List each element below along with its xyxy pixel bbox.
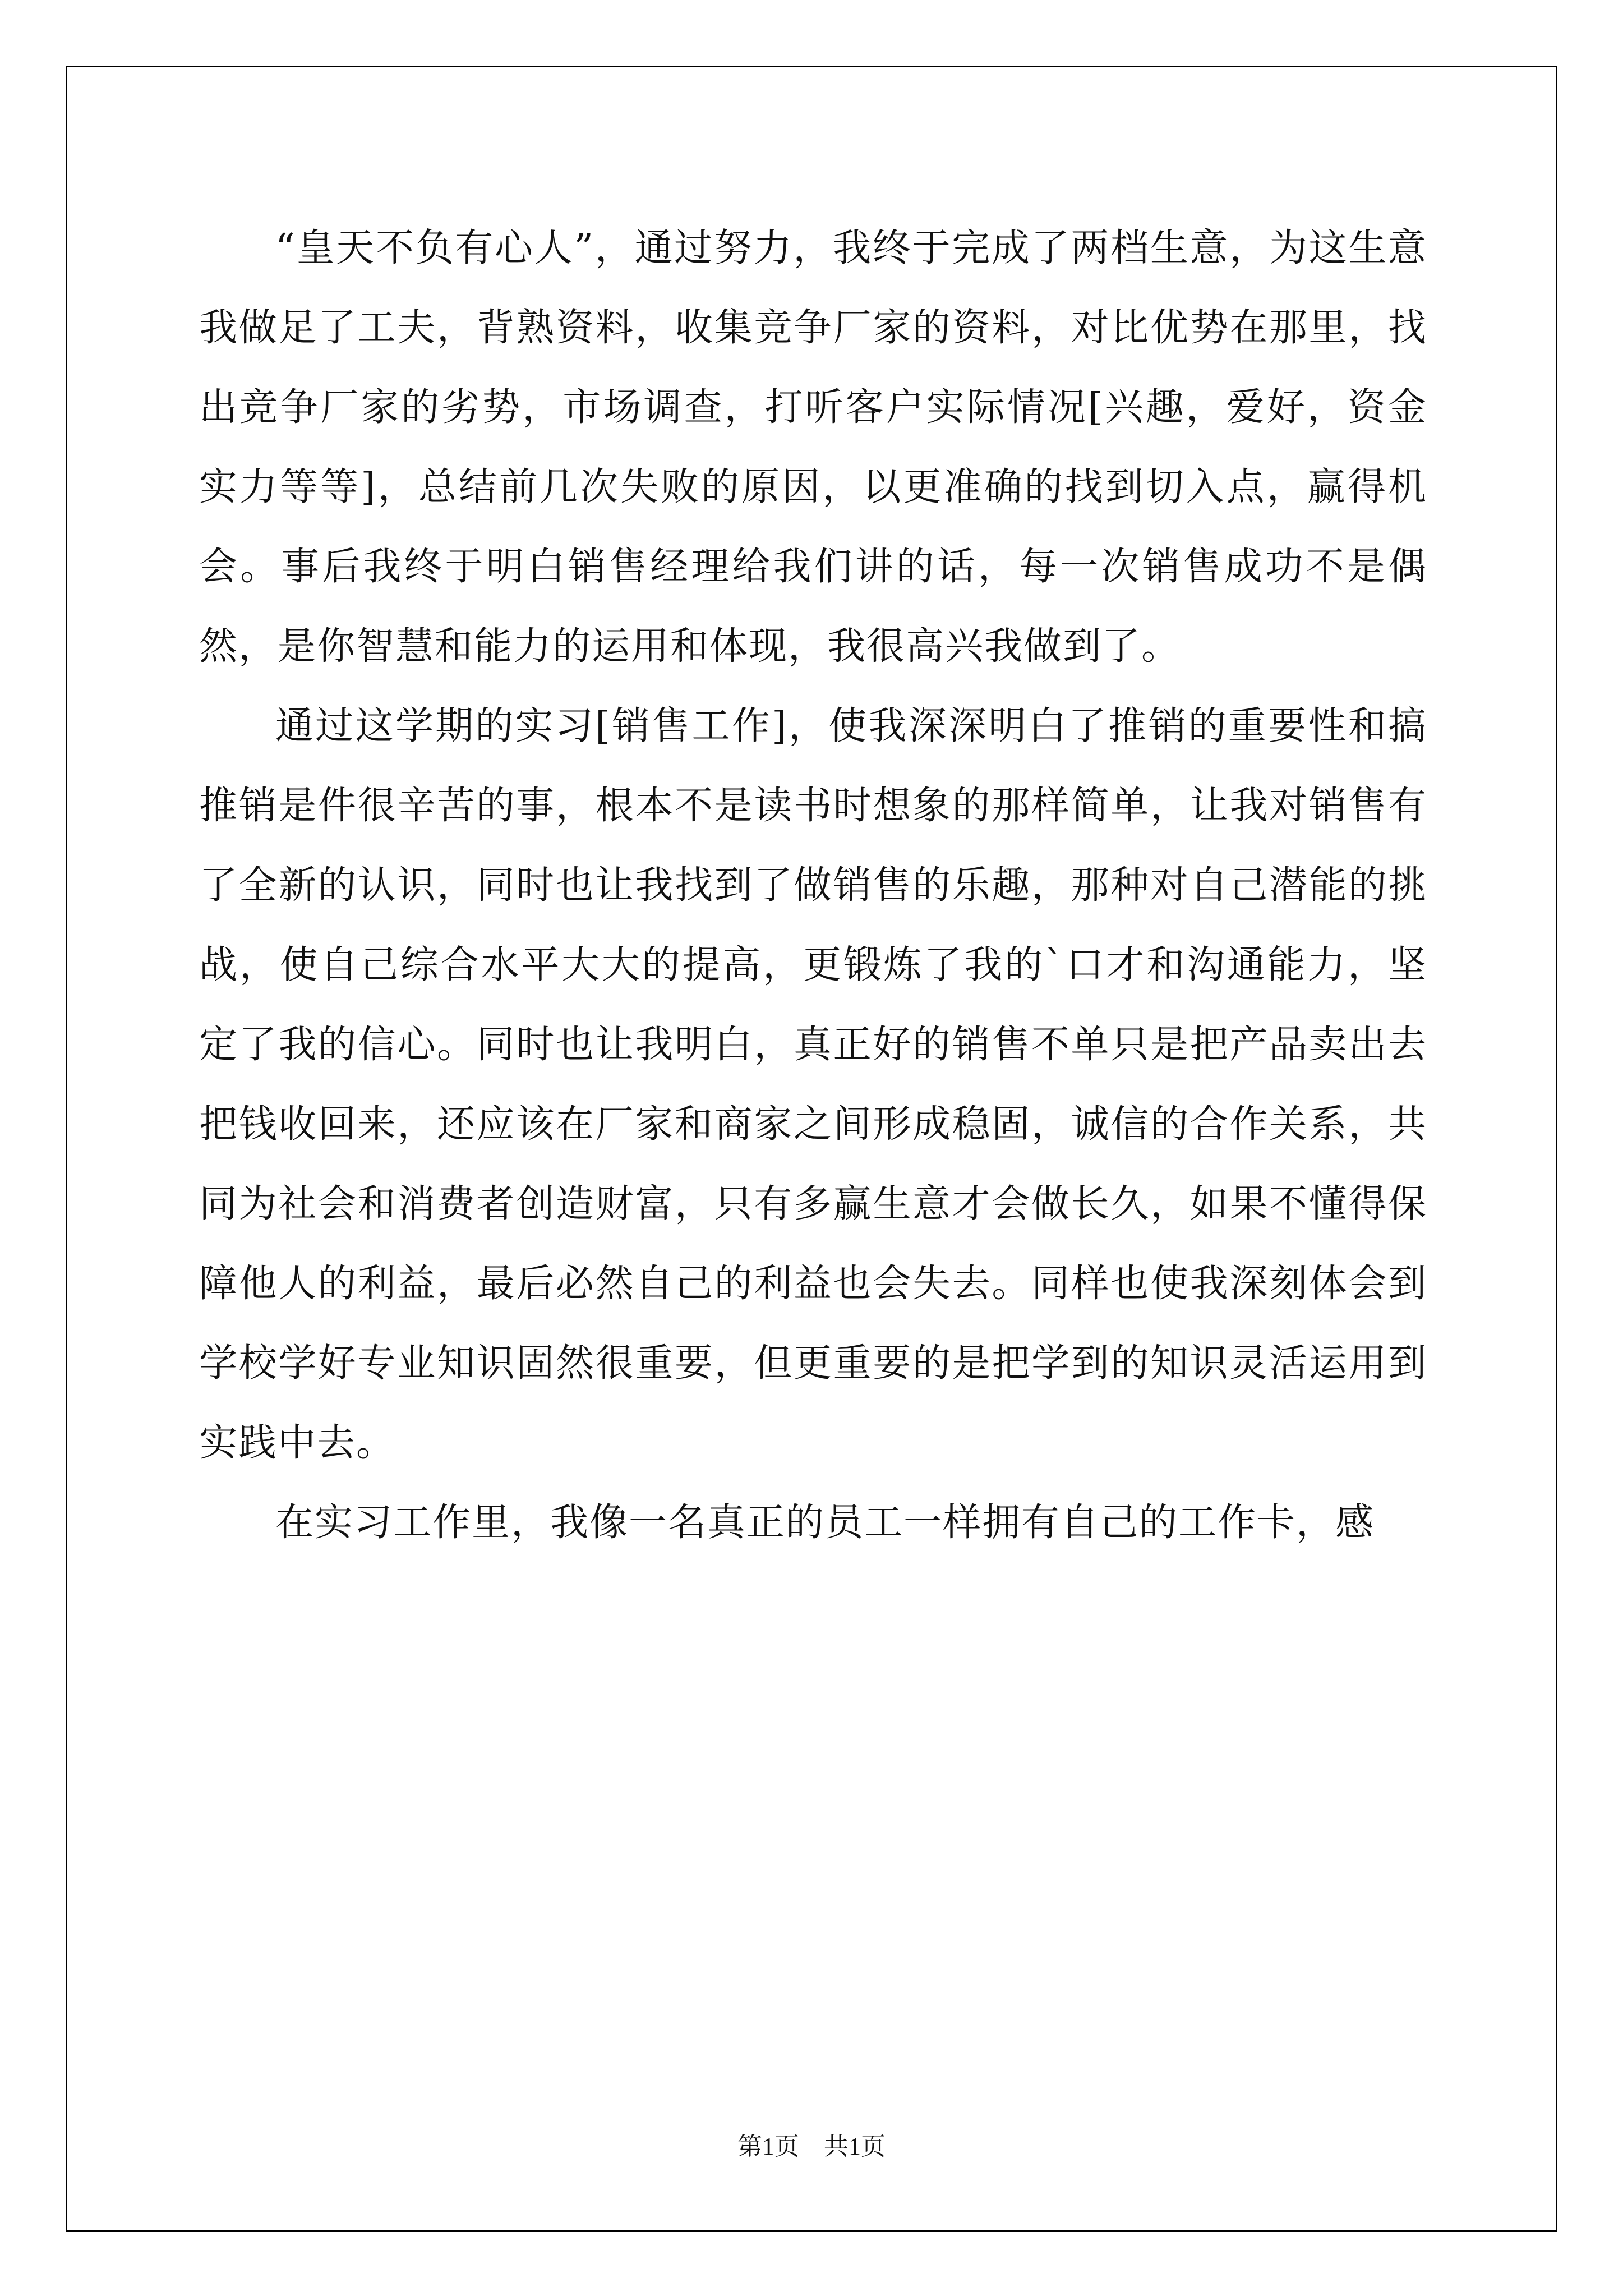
paragraph: 通过这学期的实习[销售工作]，使我深深明白了推销的重要性和搞推销是件很辛苦的事，根本不是读书时想象的那样简单，让我对销售有了全新的认识，同时也让我找到了做销售的乐趣，那种对自己潜能的挑战，使自己综合水平大大的提高，更锻炼了我的`口才和沟通能力，坚定了我的信心。同时也让我明白，真正好的销售不单只是把产品卖出去把钱收回来，还应该在厂家和商家之间形成稳固，诚信的合作关系，共同为社会和消费者创造财富，只有多赢生意才会做长久，如果不懂得保障他人的利益，最后必然自己的利益也会失去。同样也使我深刻体会到学校学好专业知识固然很重要，但更重要的是把学到的知识灵活运用到实践中去。 bbox=[199, 704, 1427, 1465]
document-body bbox=[199, 209, 1427, 1563]
paragraph: “皇天不负有心人”，通过努力，我终于完成了两档生意，为这生意我做足了工夫，背熟资料，收集竞争厂家的资料，对比优势在那里，找出竞争厂家的劣势，市场调查，打听客户实际情况[兴趣，爱好，资金实力等等]，总结前几次失败的原因，以更准确的找到切入点，赢得机会。事后我终于明白销售经理给我们讲的话，每一次销售成功不是偶然，是你智慧和能力的运用和体现，我很高兴我做到了。 bbox=[199, 226, 1427, 669]
page-footer: 第1页 共1页 bbox=[737, 2133, 886, 2160]
paragraph: 在实习工作里，我像一名真正的员工一样拥有自己的工作卡，感 bbox=[275, 1501, 1375, 1545]
